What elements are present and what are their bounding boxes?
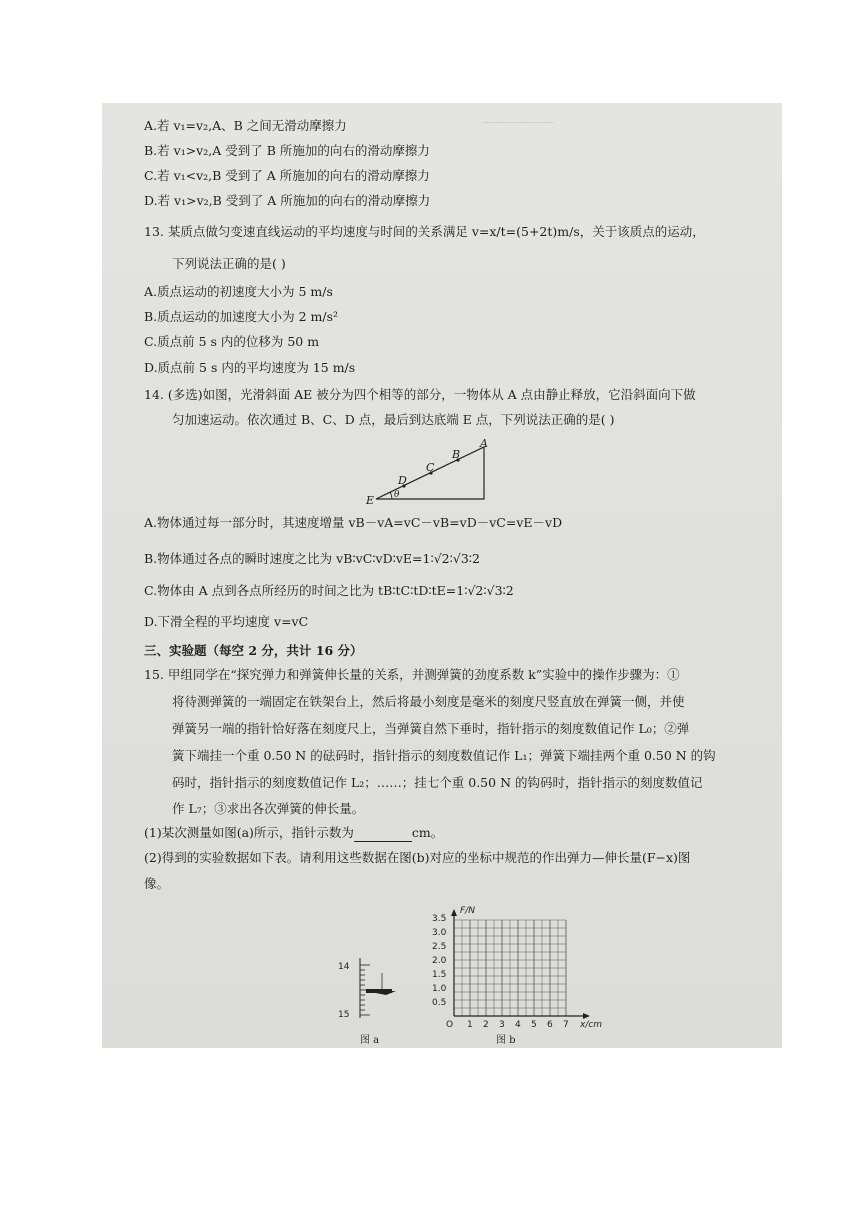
x-tick-label: 6 bbox=[547, 1020, 553, 1030]
point-d-label: D bbox=[398, 474, 407, 487]
q15-sub1-text: (1)某次测量如图(a)所示，指针示数为 bbox=[144, 825, 354, 840]
x-tick-label: 1 bbox=[467, 1020, 473, 1030]
ruler-tick-15: 15 bbox=[338, 1010, 350, 1020]
q13-stem: 13. 某质点做匀变速直线运动的平均速度与时间的关系满足 v=x/t=(5+2t)m/s，关于该质点的运动， bbox=[144, 224, 705, 239]
x-tick-label: 7 bbox=[563, 1020, 569, 1030]
q14-option-c: C.物体由 A 点到各点所经历的时间之比为 tB∶tC∶tD∶tE=1∶√2∶√3∶2 bbox=[144, 583, 514, 598]
y-axis-label: F/N bbox=[460, 906, 475, 916]
x-tick-label: O bbox=[446, 1020, 454, 1030]
q15-line-2: 将待测弹簧的一端固定在铁架台上，然后将最小刻度是毫米的刻度尺竖直放在弹簧一侧，并使 bbox=[172, 694, 685, 709]
y-tick-label: 2.0 bbox=[432, 956, 447, 966]
q15-line-1: 15. 甲组同学在“探究弹力和弹簧伸长量的关系，并测弹簧的劲度系数 k”实验中的操作步骤为：① bbox=[144, 667, 680, 682]
section-3-heading: 三、实验题（每空 2 分，共计 16 分） bbox=[144, 643, 363, 658]
q14-option-a: A.物体通过每一部分时，其速度增量 vB－vA=vC－vB=vD－vC=vE－vD bbox=[144, 515, 563, 530]
x-axis-label: x/cm bbox=[580, 1020, 603, 1030]
q13-option-a: A.质点运动的初速度大小为 5 m/s bbox=[144, 284, 333, 299]
q13-option-b: B.质点运动的加速度大小为 2 m/s² bbox=[144, 309, 339, 324]
y-tick-label: 1.5 bbox=[432, 970, 447, 980]
q15-sub2-cont: 像。 bbox=[144, 876, 170, 891]
y-tick-label: 2.5 bbox=[432, 942, 447, 952]
q12-option-b: B.若 v₁>v₂,A 受到了 B 所施加的向右的滑动摩擦力 bbox=[144, 143, 430, 158]
x-tick-label: 4 bbox=[515, 1020, 521, 1030]
q13-option-c: C.质点前 5 s 内的位移为 50 m bbox=[144, 334, 320, 349]
figure-a-caption: 图 a bbox=[360, 1035, 380, 1046]
force-extension-grid bbox=[420, 903, 630, 1031]
y-tick-label: 0.5 bbox=[432, 998, 447, 1008]
answer-blank[interactable] bbox=[354, 829, 412, 842]
q15-sub1-unit: cm。 bbox=[411, 825, 444, 840]
theta-label: θ bbox=[394, 490, 400, 500]
q13-option-d: D.质点前 5 s 内的平均速度为 15 m/s bbox=[144, 360, 356, 375]
ruler-figure bbox=[338, 953, 408, 1023]
q14-stem-cont: 匀加速运动。依次通过 B、C、D 点，最后到达底端 E 点，下列说法正确的是( ) bbox=[172, 412, 615, 427]
x-tick-label: 3 bbox=[499, 1020, 505, 1030]
q12-option-d: D.若 v₁>v₂,B 受到了 A 所施加的向右的滑动摩擦力 bbox=[144, 193, 431, 208]
q12-option-a: A.若 v₁=v₂,A、B 之间无滑动摩擦力 bbox=[144, 118, 347, 133]
bleed-through-text: —————— bbox=[482, 115, 554, 129]
point-e-label: E bbox=[366, 494, 375, 507]
figure-b-caption: 图 b bbox=[496, 1035, 516, 1046]
x-tick-label: 2 bbox=[483, 1020, 489, 1030]
x-tick-label: 5 bbox=[531, 1020, 537, 1030]
y-tick-label: 3.5 bbox=[432, 914, 447, 924]
q15-sub1 bbox=[144, 824, 443, 842]
incline-diagram bbox=[364, 435, 492, 507]
y-tick-label: 1.0 bbox=[432, 984, 447, 994]
ruler-tick-14: 14 bbox=[338, 962, 350, 972]
q13-stem-cont: 下列说法正确的是( ) bbox=[172, 256, 286, 271]
q15-line-5: 码时，指针指示的刻度数值记作 L₂；……；挂七个重 0.50 N 的钩码时，指针指示的刻度数值记 bbox=[172, 775, 703, 790]
point-a-label: A bbox=[480, 437, 488, 450]
q14-stem: 14. (多选)如图，光滑斜面 AE 被分为四个相等的部分，一物体从 A 点由静止释放，它沿斜面向下做 bbox=[144, 387, 696, 402]
exam-page bbox=[102, 103, 782, 1048]
q14-option-b: B.物体通过各点的瞬时速度之比为 vB∶vC∶vD∶vE=1∶√2∶√3∶2 bbox=[144, 551, 481, 566]
q15-line-3: 弹簧另一端的指针恰好落在刻度尺上，当弹簧自然下垂时，指针指示的刻度数值记作 L₀；②弹 bbox=[172, 721, 690, 736]
q15-line-4: 簧下端挂一个重 0.50 N 的砝码时，指针指示的刻度数值记作 L₁；弹簧下端挂两个重 0.50 N 的钩 bbox=[172, 748, 716, 763]
point-b-label: B bbox=[452, 448, 461, 461]
y-tick-label: 3.0 bbox=[432, 928, 447, 938]
q12-option-c: C.若 v₁<v₂,B 受到了 A 所施加的向右的滑动摩擦力 bbox=[144, 168, 430, 183]
q14-option-d: D.下滑全程的平均速度 v=vC bbox=[144, 614, 309, 629]
q15-sub2: (2)得到的实验数据如下表。请利用这些数据在图(b)对应的坐标中规范的作出弹力—伸长量(F−x)图 bbox=[144, 850, 691, 865]
q15-line-6: 作 L₇；③求出各次弹簧的伸长量。 bbox=[172, 801, 365, 816]
point-c-label: C bbox=[426, 461, 435, 474]
